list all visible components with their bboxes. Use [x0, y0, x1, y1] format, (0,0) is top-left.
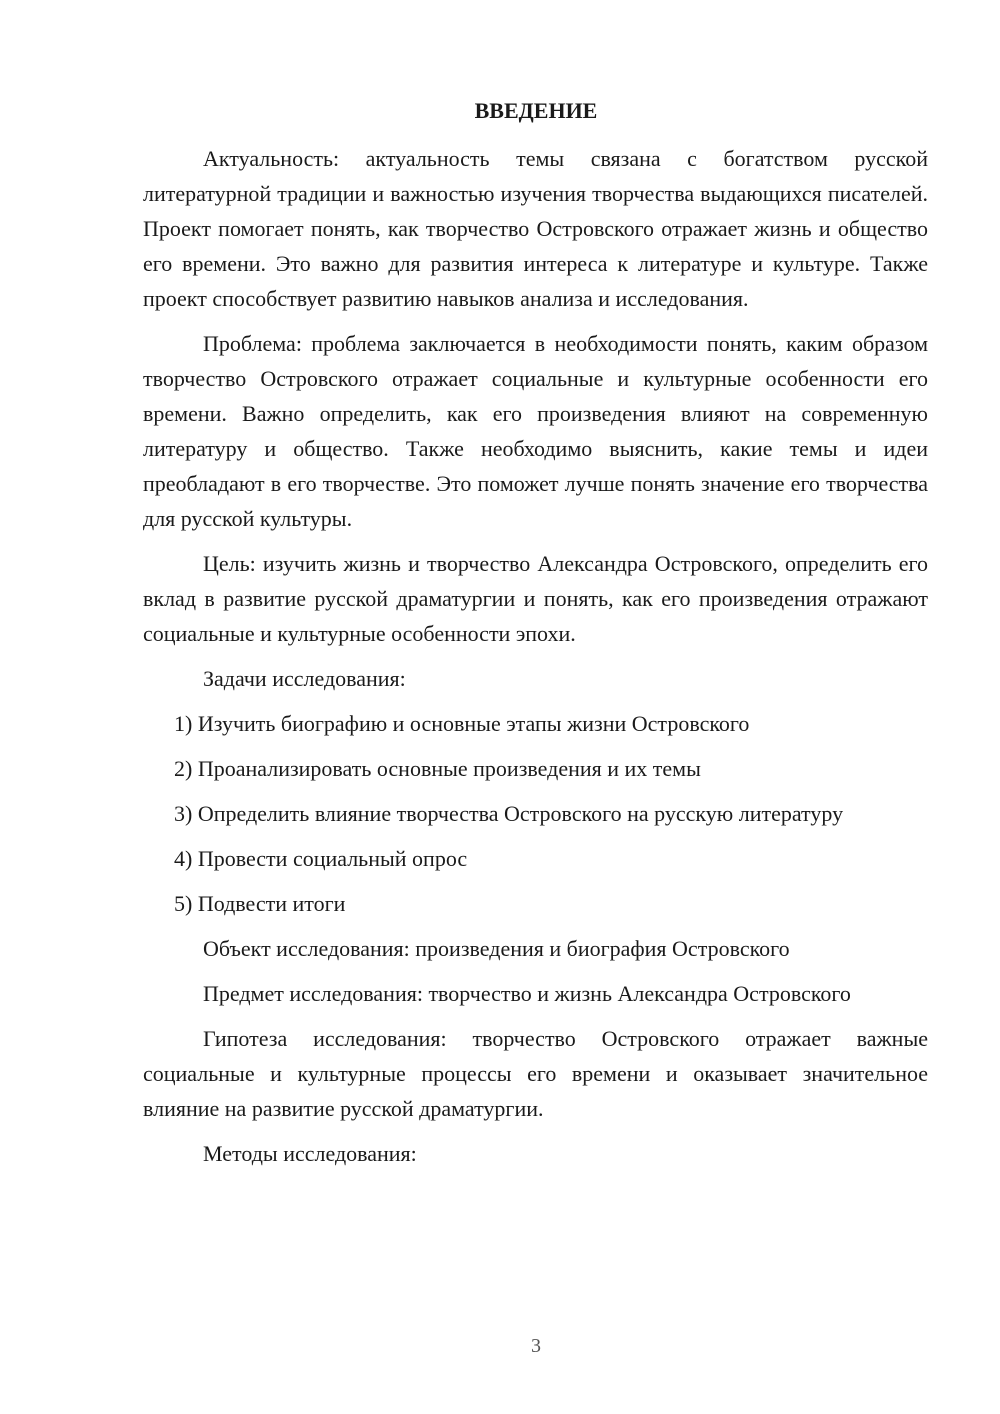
task-item-4: 4) Провести социальный опрос [174, 846, 468, 871]
page-title: ВВЕДЕНИЕ [474, 98, 598, 123]
paragraph-relevance: Актуальность: актуальность темы связана с богатством русской литературной традиции и важностью изучения творчества выдающихся писателей. Проект помогает понять, как творчество Островского отражает жизнь и общество его времени. Это важно для развития интереса к литературе и культуре. Также проект способствует развитию навыков анализа и исследования. [143, 146, 928, 311]
task-item-3: 3) Определить влияние творчества Островского на русскую литературу [174, 801, 844, 826]
task-item-2: 2) Проанализировать основные произведения и их темы [174, 756, 701, 781]
document-body [143, 141, 928, 1181]
paragraph-object: Объект исследования: произведения и биография Островского [203, 936, 790, 961]
paragraph-subject: Предмет исследования: творчество и жизнь Александра Островского [203, 981, 851, 1006]
page-number: 3 [531, 1335, 541, 1357]
methods-heading: Методы исследования: [203, 1141, 417, 1166]
task-item-5: 5) Подвести итоги [174, 891, 346, 916]
tasks-heading: Задачи исследования: [203, 666, 406, 691]
paragraph-problem: Проблема: проблема заключается в необходимости понять, каким образом творчество Островского отражает социальные и культурные особенности его времени. Важно определить, как его произведения влияют на современную литературу и общество. Также необходимо выяснить, какие темы и идеи преобладают в его творчестве. Это поможет лучше понять значение его творчества для русской культуры. [143, 331, 928, 531]
paragraph-hypothesis: Гипотеза исследования: творчество Островского отражает важные социальные и культурные процессы его времени и оказывает значительное влияние на развитие русской драматургии. [143, 1026, 928, 1121]
task-item-1: 1) Изучить биографию и основные этапы жизни Островского [174, 711, 750, 736]
paragraph-goal: Цель: изучить жизнь и творчество Александра Островского, определить его вклад в развитие русской драматургии и понять, как его произведения отражают социальные и культурные особенности эпохи. [143, 551, 928, 646]
